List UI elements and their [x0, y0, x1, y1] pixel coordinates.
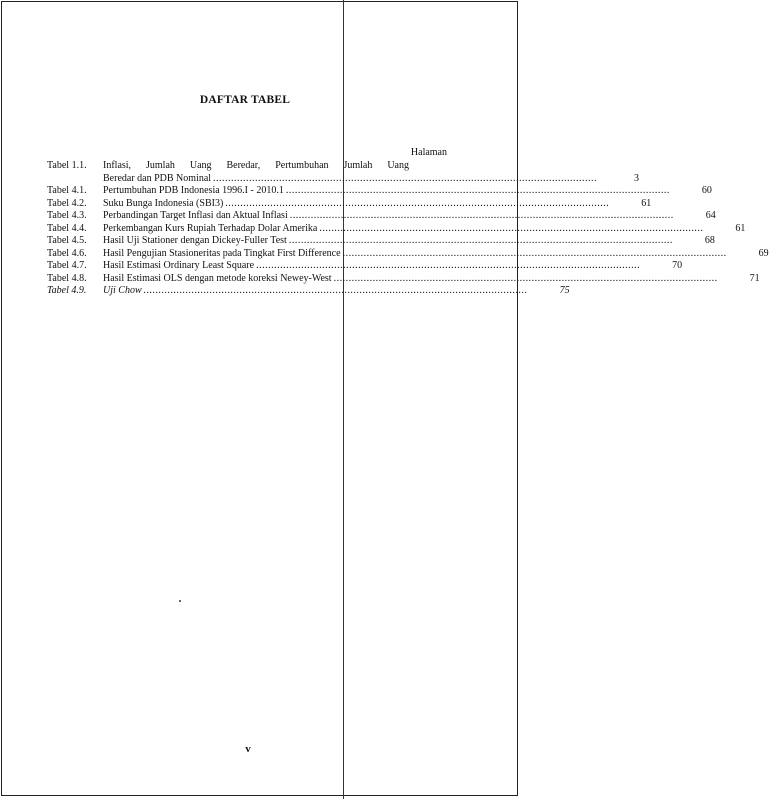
list-item [47, 247, 769, 261]
table-number: Tabel 4.7. [47, 260, 87, 271]
table-caption: Perbandingan Target Inflasi dan Aktual Inflasi [103, 210, 288, 221]
page-number: 68 [704, 235, 715, 246]
scan-fold-line [343, 0, 344, 799]
page-column-header: Halaman [410, 147, 447, 158]
page-number: 60 [701, 185, 712, 196]
table-number: Tabel 4.9. [47, 285, 87, 296]
stray-mark [179, 600, 181, 602]
table-caption-line-2: Beredar dan PDB Nominal [103, 172, 212, 184]
list-item [47, 222, 746, 236]
list-item [47, 210, 716, 223]
dot-leader [225, 198, 609, 211]
page-folio: v [245, 743, 251, 755]
page-number: 61 [641, 197, 652, 209]
list-item [47, 272, 760, 286]
table-number: Tabel 1.1. [47, 160, 87, 171]
list-item [47, 285, 570, 298]
dot-leader [290, 210, 674, 223]
dot-leader [286, 185, 670, 198]
table-number: Tabel 4.3. [47, 210, 87, 221]
dot-leader [256, 260, 640, 273]
table-caption: Perkembangan Kurs Rupiah Terhadap Dolar Amerika [103, 222, 318, 234]
dot-leader [334, 273, 718, 286]
table-number: Tabel 4.6. [47, 247, 87, 259]
table-caption-line-1: Inflasi, Jumlah Uang Beredar, Pertumbuhan Jumlah Uang [103, 160, 409, 171]
table-caption: Hasil Estimasi OLS dengan metode koreksi Newey-West [103, 272, 332, 284]
page-number: 69 [758, 247, 769, 259]
page-number: 64 [705, 210, 716, 221]
dot-leader [343, 248, 727, 261]
page-number: 75 [559, 285, 570, 296]
dot-leader [213, 173, 597, 186]
table-number: Tabel 4.8. [47, 272, 87, 284]
table-caption: Uji Chow [103, 285, 142, 296]
dot-leader [144, 285, 528, 298]
dot-leader [319, 223, 703, 236]
table-caption: Hasil Uji Stationer dengan Dickey-Fuller Test [103, 235, 287, 246]
table-number: Tabel 4.2. [47, 197, 87, 209]
page-number: 71 [749, 272, 760, 284]
list-item [47, 235, 715, 248]
page-number: 61 [735, 222, 746, 234]
page-border [1, 1, 518, 796]
table-caption: Hasil Pengujian Stasioneritas pada Tingkat First Difference [103, 247, 341, 259]
page-number: 3 [634, 172, 640, 184]
list-item [47, 197, 652, 211]
list-item [47, 160, 640, 185]
table-list [47, 160, 769, 298]
dot-leader [289, 235, 673, 248]
page-title: DAFTAR TABEL [199, 94, 291, 106]
table-number: Tabel 4.5. [47, 235, 87, 246]
list-item [47, 185, 712, 198]
table-caption: Suku Bunga Indonesia (SBI3) [103, 197, 224, 209]
table-number: Tabel 4.1. [47, 185, 87, 196]
page-number: 70 [672, 260, 683, 271]
table-number: Tabel 4.4. [47, 222, 87, 234]
table-caption: Pertumbuhan PDB Indonesia 1996.I - 2010.1 [103, 185, 284, 196]
list-item [47, 260, 683, 273]
table-caption: Hasil Estimasi Ordinary Least Square [103, 260, 255, 271]
